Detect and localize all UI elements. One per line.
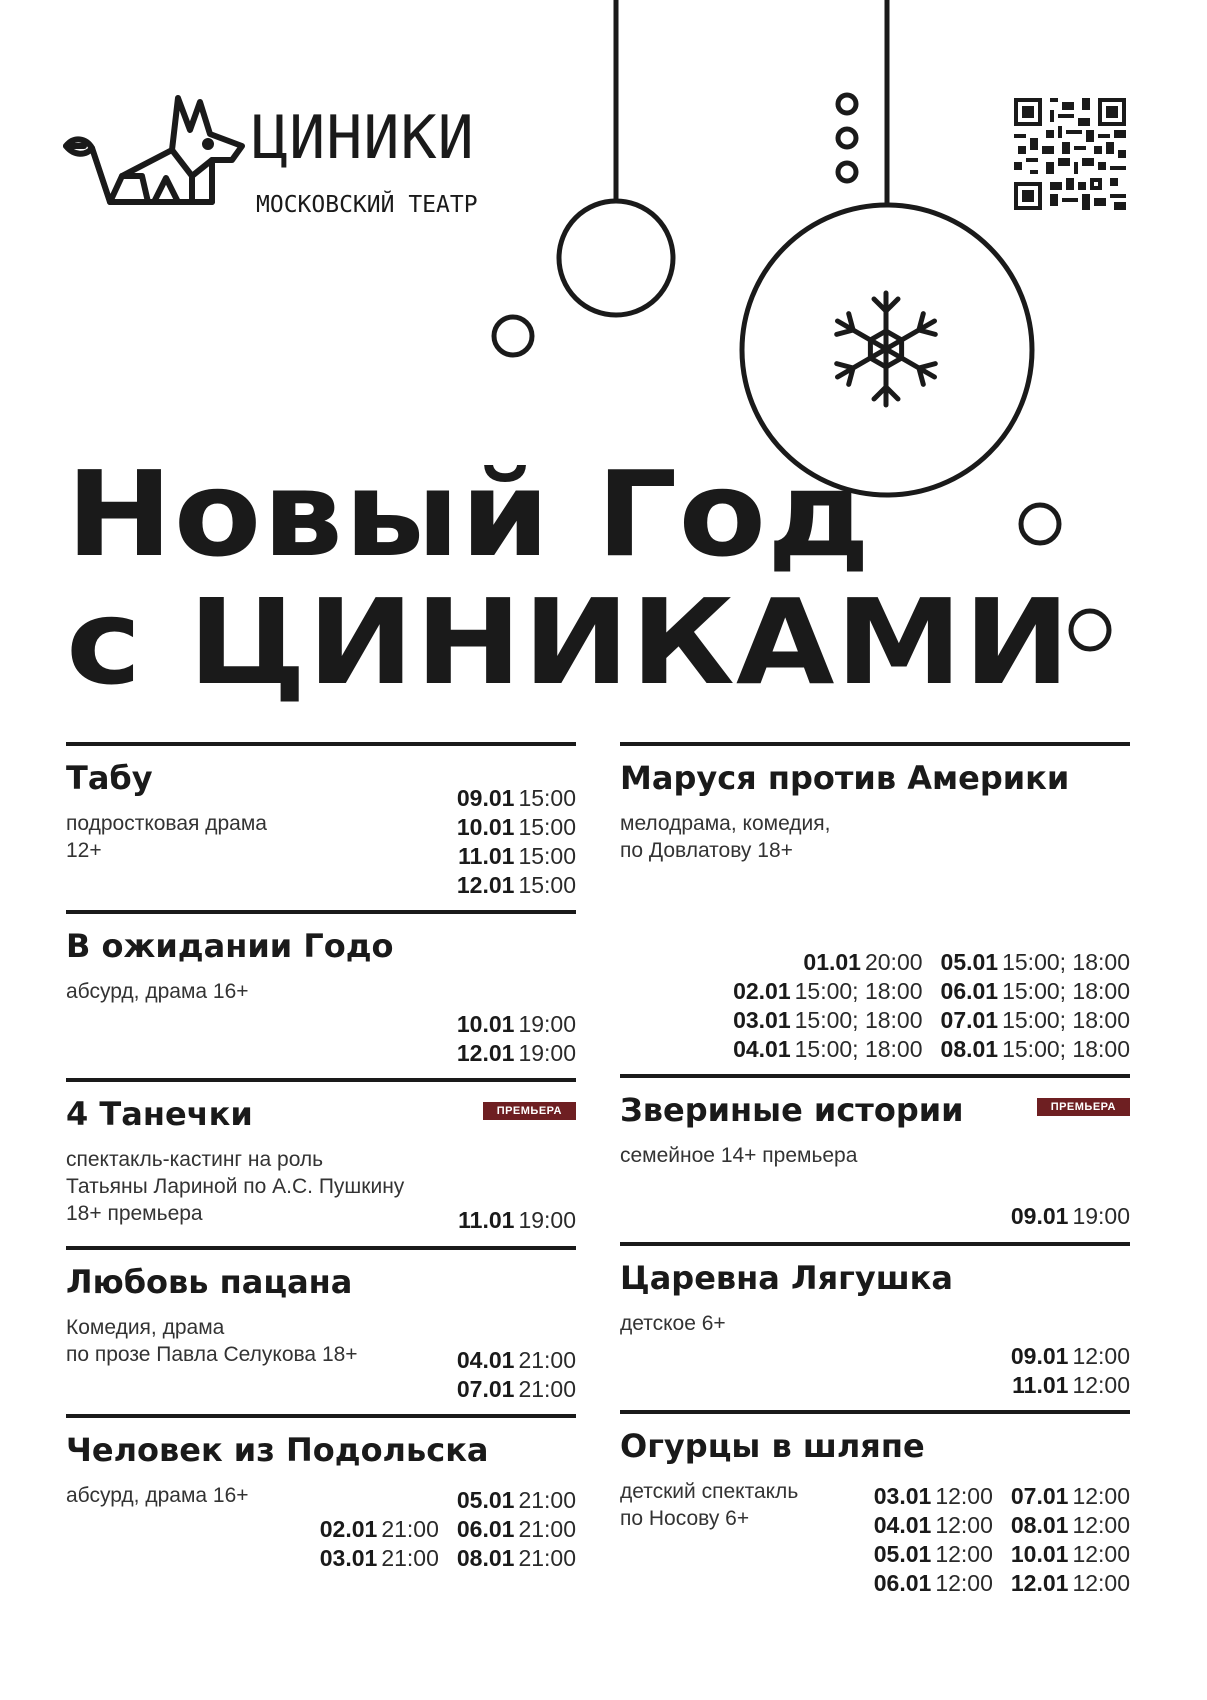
showtimes-column xyxy=(320,1515,439,1573)
show-card[interactable] xyxy=(620,1410,1130,1614)
showtimes-column xyxy=(874,1482,993,1598)
showtime[interactable]: 09.01 15:00 xyxy=(456,785,576,811)
show-card[interactable] xyxy=(66,1078,576,1246)
showtimes-column xyxy=(1011,1202,1130,1231)
show-title: В ожидании Годо xyxy=(66,927,394,965)
show-title: Человек из Подольска xyxy=(66,1431,489,1469)
showtime[interactable]: 05.01 21:00 xyxy=(456,1487,576,1513)
showtimes xyxy=(457,1346,576,1404)
show-card[interactable] xyxy=(66,1414,576,1582)
showtime[interactable]: 02.01 15:00; 18:00 xyxy=(733,978,923,1004)
showtimes xyxy=(320,1486,576,1573)
show-title: 4 Танечки xyxy=(66,1095,253,1133)
theatre-name: ЦИНИКИ xyxy=(252,103,475,173)
showtime[interactable]: 06.01 12:00 xyxy=(873,1570,993,1596)
showtime[interactable]: 10.01 15:00 xyxy=(456,814,576,840)
show-card[interactable] xyxy=(620,1074,1130,1242)
showtime[interactable]: 05.01 15:00; 18:00 xyxy=(940,949,1130,975)
show-card[interactable] xyxy=(620,1242,1130,1410)
showtimes-column xyxy=(733,948,922,1064)
show-title: Огурцы в шляпе xyxy=(620,1427,925,1465)
showtime[interactable]: 02.01 21:00 xyxy=(319,1516,439,1542)
showtime[interactable]: 08.01 12:00 xyxy=(1010,1512,1130,1538)
theatre-logo xyxy=(62,90,532,240)
showtimes-column xyxy=(457,1346,576,1404)
showtime[interactable]: 01.01 20:00 xyxy=(803,949,923,975)
showtime[interactable]: 03.01 15:00; 18:00 xyxy=(733,1007,923,1033)
title-line-2: с ЦИНИКАМИ xyxy=(66,573,1072,711)
qr-code[interactable] xyxy=(1014,98,1126,210)
show-title: Любовь пацана xyxy=(66,1263,353,1301)
showtime[interactable]: 08.01 15:00; 18:00 xyxy=(940,1036,1130,1062)
showtime[interactable]: 03.01 21:00 xyxy=(319,1545,439,1571)
showtime[interactable]: 12.01 19:00 xyxy=(456,1040,576,1066)
show-card[interactable] xyxy=(66,1246,576,1414)
showtime[interactable]: 10.01 19:00 xyxy=(456,1011,576,1037)
showtimes-column xyxy=(457,1010,576,1068)
show-title: Царевна Лягушка xyxy=(620,1259,953,1297)
showtime[interactable]: 07.01 15:00; 18:00 xyxy=(940,1007,1130,1033)
dog-logo-icon xyxy=(62,90,252,230)
showtime[interactable]: 12.01 15:00 xyxy=(456,872,576,898)
showtimes-column xyxy=(457,784,576,900)
show-genre: абсурд, драма 16+ xyxy=(66,1484,249,1507)
showtimes-column xyxy=(1011,1482,1130,1598)
show-card[interactable] xyxy=(620,742,1130,1074)
showtime[interactable]: 07.01 12:00 xyxy=(1010,1483,1130,1509)
showtimes xyxy=(1011,1342,1130,1400)
showtimes-column xyxy=(458,1206,576,1235)
showtime[interactable]: 04.01 15:00; 18:00 xyxy=(733,1036,923,1062)
showtime[interactable]: 09.01 19:00 xyxy=(1010,1203,1130,1229)
showtime[interactable]: 10.01 12:00 xyxy=(1010,1541,1130,1567)
showtimes-column xyxy=(457,1486,576,1573)
showtimes xyxy=(874,1482,1130,1598)
theatre-subtitle: МОСКОВСКИЙ ТЕАТР xyxy=(256,192,478,218)
showtimes xyxy=(457,784,576,900)
showtimes xyxy=(733,948,1130,1064)
schedule-left-column xyxy=(66,742,576,1582)
show-genre: детское 6+ xyxy=(620,1312,726,1335)
title-line-1: Новый Год xyxy=(66,445,872,583)
showtimes-column xyxy=(941,948,1130,1064)
show-title: Маруся против Америки xyxy=(620,759,1070,797)
show-title: Звериные истории xyxy=(620,1091,964,1129)
showtimes-column xyxy=(1011,1342,1130,1400)
showtime[interactable]: 06.01 21:00 xyxy=(456,1516,576,1542)
showtime[interactable]: 12.01 12:00 xyxy=(1010,1570,1130,1596)
show-card[interactable] xyxy=(66,742,576,910)
snowflake-icon xyxy=(832,293,941,405)
showtime[interactable]: 09.01 12:00 xyxy=(1010,1343,1130,1369)
showtime[interactable]: 07.01 21:00 xyxy=(456,1376,576,1402)
showtime[interactable]: 11.01 15:00 xyxy=(458,843,576,869)
showtime[interactable]: 05.01 12:00 xyxy=(873,1541,993,1567)
showtime[interactable]: 11.01 19:00 xyxy=(458,1207,576,1233)
page-title xyxy=(66,445,1072,711)
showtime[interactable]: 06.01 15:00; 18:00 xyxy=(940,978,1130,1004)
showtimes xyxy=(1011,1202,1130,1231)
show-genre: спектакль-кастинг на роль Татьяны Лариной по А.С. Пушкину 18+ премьера xyxy=(66,1148,405,1225)
show-card[interactable] xyxy=(66,910,576,1078)
showtime[interactable]: 11.01 12:00 xyxy=(1012,1372,1130,1398)
showtime[interactable]: 04.01 12:00 xyxy=(873,1512,993,1538)
showtimes xyxy=(458,1206,576,1235)
showtimes xyxy=(457,1010,576,1068)
premiere-badge: ПРЕМЬЕРА xyxy=(483,1102,576,1120)
show-genre: семейное 14+ премьера xyxy=(620,1144,858,1167)
show-genre: детский спектакль по Носову 6+ xyxy=(620,1480,799,1530)
schedule-right-column xyxy=(620,742,1130,1614)
show-genre: абсурд, драма 16+ xyxy=(66,980,249,1003)
showtime[interactable]: 03.01 12:00 xyxy=(873,1483,993,1509)
showtime[interactable]: 04.01 21:00 xyxy=(456,1347,576,1373)
show-title: Табу xyxy=(66,759,153,797)
premiere-badge: ПРЕМЬЕРА xyxy=(1037,1098,1130,1116)
show-genre: подростковая драма 12+ xyxy=(66,812,267,862)
show-genre: мелодрама, комедия, по Довлатову 18+ xyxy=(620,812,831,862)
showtime[interactable]: 08.01 21:00 xyxy=(456,1545,576,1571)
show-genre: Комедия, драма по прозе Павла Селукова 18+ xyxy=(66,1316,358,1366)
